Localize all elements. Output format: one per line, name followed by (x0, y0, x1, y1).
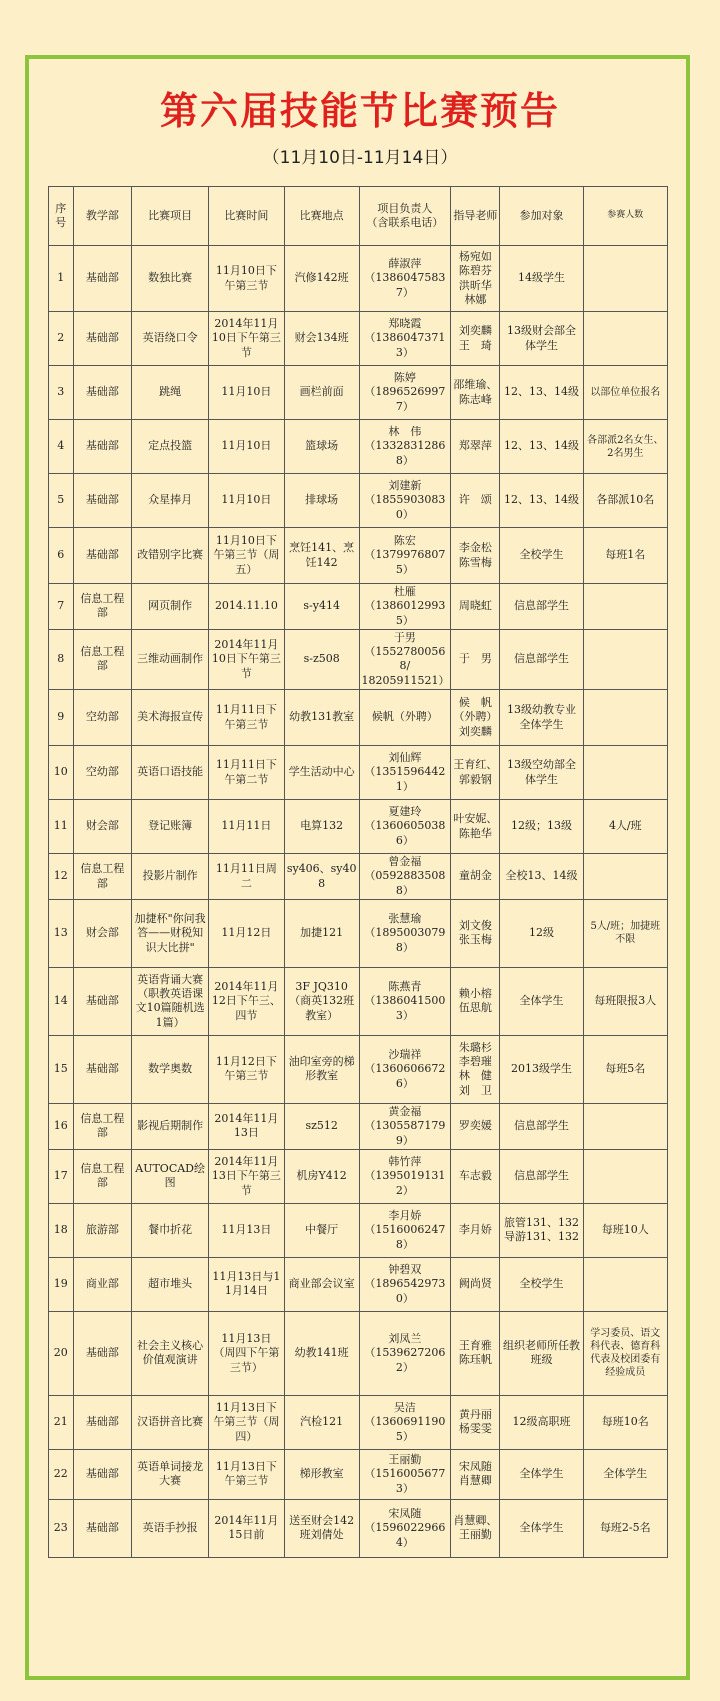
cell-time: 2014年11月13日 (209, 1103, 285, 1149)
cell-teacher: 肖慧卿、 王丽勤 (451, 1499, 500, 1557)
cell-teacher: 罗奕媛 (451, 1103, 500, 1149)
cell-place: 幼教141班 (284, 1311, 359, 1395)
header-item: 比赛项目 (132, 187, 209, 246)
cell-teacher: 刘奕麟 王 琦 (451, 312, 500, 366)
header-target: 参加对象 (500, 187, 583, 246)
cell-item: 社会主义核心价值观演讲 (132, 1311, 209, 1395)
cell-place: 烹饪141、烹饪142 (284, 528, 359, 584)
cell-item: 英语绕口令 (132, 312, 209, 366)
table-row (49, 629, 668, 689)
cell-count (583, 246, 667, 312)
cell-no: 3 (49, 366, 74, 420)
cell-dept: 基础部 (73, 1449, 132, 1499)
cell-teacher: 周晓虹 (451, 584, 500, 630)
cell-no: 7 (49, 584, 74, 630)
cell-dept: 空幼部 (73, 690, 132, 746)
cell-time: 11月10日下午第三节 (209, 246, 285, 312)
cell-no: 10 (49, 746, 74, 800)
cell-leader: 王丽勤 （15160056773） (359, 1449, 451, 1499)
cell-no: 20 (49, 1311, 74, 1395)
table-header-row (49, 187, 668, 246)
cell-target: 信息部学生 (500, 1103, 583, 1149)
cell-leader: 于男 （15527800568/ 18205911521） (359, 629, 451, 689)
cell-item: 登记账簿 (132, 800, 209, 854)
cell-item: 定点投篮 (132, 420, 209, 474)
header-dept: 教学部 (73, 187, 132, 246)
cell-leader: 夏建玲 （13606050386） (359, 800, 451, 854)
cell-leader: 李月娇 （15160062478） (359, 1203, 451, 1257)
cell-no: 4 (49, 420, 74, 474)
cell-time: 11月10日下午第三节（周五） (209, 528, 285, 584)
cell-teacher: 候 帆 （外聘） 刘奕麟 (451, 690, 500, 746)
cell-count: 各部派2名女生、2名男生 (583, 420, 667, 474)
cell-dept: 基础部 (73, 1395, 132, 1449)
cell-place: 排球场 (284, 474, 359, 528)
cell-dept: 基础部 (73, 474, 132, 528)
cell-target: 全体学生 (500, 1499, 583, 1557)
header-count: 参赛人数 (583, 187, 667, 246)
cell-item: 跳绳 (132, 366, 209, 420)
cell-target: 组织老师所任教班级 (500, 1311, 583, 1395)
cell-item: 加捷杯"你问我答——财税知识大比拼" (132, 899, 209, 967)
cell-time: 11月13日 (209, 1203, 285, 1257)
cell-place: 幼教131教室 (284, 690, 359, 746)
cell-target: 全校学生 (500, 1257, 583, 1311)
cell-item: 投影片制作 (132, 854, 209, 900)
cell-teacher: 李金松 陈雪梅 (451, 528, 500, 584)
cell-place: 3F JQ310（商英132班教室） (284, 967, 359, 1035)
cell-time: 2014年11月10日下午第三节 (209, 312, 285, 366)
cell-leader: 钟碧双 （18965429730） (359, 1257, 451, 1311)
cell-dept: 空幼部 (73, 746, 132, 800)
cell-dept: 信息工程部 (73, 629, 132, 689)
cell-target: 13级空幼部全体学生 (500, 746, 583, 800)
cell-teacher: 杨宛如 陈碧芬 洪昕华 林娜 (451, 246, 500, 312)
table-row (49, 312, 668, 366)
cell-leader: 刘仙辉 （13515964421） (359, 746, 451, 800)
header-leader: 项目负责人 （含联系电话） (359, 187, 451, 246)
cell-leader: 陈燕青 （13860415003） (359, 967, 451, 1035)
cell-place: 油印室旁的梯形教室 (284, 1035, 359, 1103)
cell-teacher: 李月娇 (451, 1203, 500, 1257)
cell-leader: 刘建新 （18559030830） (359, 474, 451, 528)
cell-dept: 旅游部 (73, 1203, 132, 1257)
cell-leader: 沙瑞祥 （13606066726） (359, 1035, 451, 1103)
cell-no: 12 (49, 854, 74, 900)
cell-leader: 黄金福 （13055871799） (359, 1103, 451, 1149)
cell-target: 全校13、14级 (500, 854, 583, 900)
cell-dept: 信息工程部 (73, 1103, 132, 1149)
header-teacher: 指导老师 (451, 187, 500, 246)
cell-target: 2013级学生 (500, 1035, 583, 1103)
cell-count (583, 1257, 667, 1311)
table-row (49, 584, 668, 630)
cell-leader: 陈宏 （13799768075） (359, 528, 451, 584)
cell-teacher: 许 颂 (451, 474, 500, 528)
table-row (49, 746, 668, 800)
cell-no: 18 (49, 1203, 74, 1257)
cell-dept: 基础部 (73, 1035, 132, 1103)
cell-leader: 刘凤兰 （15396272062） (359, 1311, 451, 1395)
cell-teacher: 黄丹丽 杨雯雯 (451, 1395, 500, 1449)
cell-time: 11月12日 (209, 899, 285, 967)
cell-no: 13 (49, 899, 74, 967)
cell-time: 11月10日 (209, 420, 285, 474)
cell-teacher: 赖小榕 伍思航 (451, 967, 500, 1035)
cell-target: 12级高职班 (500, 1395, 583, 1449)
cell-time: 11月13日（周四下午第三节） (209, 1311, 285, 1395)
cell-leader: 曾金福 （05928835088） (359, 854, 451, 900)
cell-leader: 林 伟 （13328312868） (359, 420, 451, 474)
cell-count: 学习委员、语文科代表、德育科代表及校团委有经验成员 (583, 1311, 667, 1395)
table-row (49, 1449, 668, 1499)
cell-place: 电算132 (284, 800, 359, 854)
schedule-table (48, 186, 668, 1558)
cell-target: 信息部学生 (500, 629, 583, 689)
table-row (49, 420, 668, 474)
cell-teacher: 叶安妮、 陈艳华 (451, 800, 500, 854)
cell-time: 11月11日下午第二节 (209, 746, 285, 800)
cell-target: 12级 (500, 899, 583, 967)
cell-time: 11月13日下午第三节（周四） (209, 1395, 285, 1449)
cell-target: 12、13、14级 (500, 474, 583, 528)
cell-target: 全体学生 (500, 967, 583, 1035)
cell-count: 每班10名 (583, 1395, 667, 1449)
cell-teacher: 王育红、 郭毅钢 (451, 746, 500, 800)
cell-dept: 信息工程部 (73, 584, 132, 630)
table-row (49, 1311, 668, 1395)
cell-target: 13级幼教专业全体学生 (500, 690, 583, 746)
cell-place: 财会134班 (284, 312, 359, 366)
cell-item: 英语背诵大赛（职教英语课文10篇随机选1篇） (132, 967, 209, 1035)
cell-dept: 基础部 (73, 1311, 132, 1395)
cell-item: 英语单词接龙大赛 (132, 1449, 209, 1499)
cell-place: sy406、sy408 (284, 854, 359, 900)
page-title: 第六届技能节比赛预告 (159, 88, 560, 133)
cell-place: 送至财会142班刘倩处 (284, 1499, 359, 1557)
cell-count: 每班2-5名 (583, 1499, 667, 1557)
cell-time: 2014年11月15日前 (209, 1499, 285, 1557)
cell-target: 全校学生 (500, 528, 583, 584)
cell-count: 5人/班；加捷班不限 (583, 899, 667, 967)
cell-no: 1 (49, 246, 74, 312)
table-row (49, 690, 668, 746)
cell-target: 14级学生 (500, 246, 583, 312)
cell-time: 2014.11.10 (209, 584, 285, 630)
cell-place: s-y414 (284, 584, 359, 630)
cell-dept: 基础部 (73, 366, 132, 420)
header-no: 序号 (49, 187, 74, 246)
cell-no: 21 (49, 1395, 74, 1449)
header-time: 比赛时间 (209, 187, 285, 246)
cell-dept: 基础部 (73, 246, 132, 312)
cell-item: 美术海报宣传 (132, 690, 209, 746)
cell-item: 三维动画制作 (132, 629, 209, 689)
cell-count (583, 629, 667, 689)
cell-count (583, 312, 667, 366)
cell-count (583, 584, 667, 630)
cell-leader: 宋凤随 （15960229664） (359, 1499, 451, 1557)
cell-target: 12级；13级 (500, 800, 583, 854)
cell-no: 5 (49, 474, 74, 528)
cell-item: 影视后期制作 (132, 1103, 209, 1149)
cell-item: 改错别字比赛 (132, 528, 209, 584)
cell-no: 17 (49, 1149, 74, 1203)
cell-teacher: 朱璐杉 李碧璀 林 健 刘 卫 (451, 1035, 500, 1103)
cell-teacher: 邵维瑜、 陈志峰 (451, 366, 500, 420)
cell-teacher: 王育雅 陈珏帆 (451, 1311, 500, 1395)
cell-time: 11月13日与11月14日 (209, 1257, 285, 1311)
cell-place: 加捷121 (284, 899, 359, 967)
cell-item: 数独比赛 (132, 246, 209, 312)
cell-leader: 张慧瑜 （18950030798） (359, 899, 451, 967)
cell-place: 汽检121 (284, 1395, 359, 1449)
table-row (49, 474, 668, 528)
cell-item: 超市堆头 (132, 1257, 209, 1311)
cell-place: s-z508 (284, 629, 359, 689)
cell-place: 中餐厅 (284, 1203, 359, 1257)
table-row (49, 1257, 668, 1311)
cell-count (583, 854, 667, 900)
cell-leader: 韩竹萍 （13950191312） (359, 1149, 451, 1203)
cell-leader: 杜雁 （13860129935） (359, 584, 451, 630)
cell-place: 篮球场 (284, 420, 359, 474)
cell-no: 23 (49, 1499, 74, 1557)
cell-place: 商业部会议室 (284, 1257, 359, 1311)
cell-count: 每班1名 (583, 528, 667, 584)
cell-teacher: 阙尚贤 (451, 1257, 500, 1311)
date-range-subtitle: （11月10日-11月14日） (262, 148, 458, 168)
cell-dept: 基础部 (73, 1499, 132, 1557)
cell-no: 6 (49, 528, 74, 584)
cell-time: 11月10日 (209, 474, 285, 528)
cell-leader: 候帆（外聘） (359, 690, 451, 746)
cell-time: 11月10日 (209, 366, 285, 420)
cell-teacher: 车志毅 (451, 1149, 500, 1203)
header-place: 比赛地点 (284, 187, 359, 246)
cell-target: 全体学生 (500, 1449, 583, 1499)
cell-dept: 基础部 (73, 312, 132, 366)
cell-leader: 陈婷 （18965269977） (359, 366, 451, 420)
cell-place: sz512 (284, 1103, 359, 1149)
cell-item: 众星捧月 (132, 474, 209, 528)
cell-count (583, 1103, 667, 1149)
cell-dept: 基础部 (73, 528, 132, 584)
table-row (49, 366, 668, 420)
cell-count (583, 746, 667, 800)
cell-no: 15 (49, 1035, 74, 1103)
cell-teacher: 于 男 (451, 629, 500, 689)
cell-dept: 财会部 (73, 800, 132, 854)
cell-count: 每班5名 (583, 1035, 667, 1103)
cell-time: 11月12日下午第三节 (209, 1035, 285, 1103)
cell-place: 机房Y412 (284, 1149, 359, 1203)
cell-item: 数学奥数 (132, 1035, 209, 1103)
cell-no: 8 (49, 629, 74, 689)
cell-teacher: 郑翠萍 (451, 420, 500, 474)
cell-target: 信息部学生 (500, 1149, 583, 1203)
table-row (49, 528, 668, 584)
cell-item: 英语手抄报 (132, 1499, 209, 1557)
cell-item: AUTOCAD绘图 (132, 1149, 209, 1203)
cell-count: 全体学生 (583, 1449, 667, 1499)
cell-no: 9 (49, 690, 74, 746)
cell-teacher: 童胡金 (451, 854, 500, 900)
cell-count (583, 690, 667, 746)
cell-target: 旅管131、132 导游131、132 (500, 1203, 583, 1257)
table-row (49, 246, 668, 312)
cell-target: 12、13、14级 (500, 366, 583, 420)
cell-time: 11月13日下午第三节 (209, 1449, 285, 1499)
cell-dept: 基础部 (73, 967, 132, 1035)
cell-place: 汽修142班 (284, 246, 359, 312)
cell-time: 11月11日周二 (209, 854, 285, 900)
cell-item: 英语口语技能 (132, 746, 209, 800)
cell-no: 14 (49, 967, 74, 1035)
cell-no: 11 (49, 800, 74, 854)
cell-no: 19 (49, 1257, 74, 1311)
table-row (49, 1149, 668, 1203)
cell-count: 4人/班 (583, 800, 667, 854)
table-row (49, 1103, 668, 1149)
cell-count: 各部派10名 (583, 474, 667, 528)
table-row (49, 800, 668, 854)
cell-count: 每班10人 (583, 1203, 667, 1257)
cell-dept: 财会部 (73, 899, 132, 967)
table-row (49, 1035, 668, 1103)
cell-teacher: 宋凤随 肖慧卿 (451, 1449, 500, 1499)
cell-dept: 基础部 (73, 420, 132, 474)
table-body (49, 246, 668, 1558)
cell-count: 以部位单位报名 (583, 366, 667, 420)
cell-dept: 信息工程部 (73, 1149, 132, 1203)
cell-place: 梯形教室 (284, 1449, 359, 1499)
cell-dept: 信息工程部 (73, 854, 132, 900)
cell-no: 22 (49, 1449, 74, 1499)
cell-item: 汉语拼音比赛 (132, 1395, 209, 1449)
cell-item: 网页制作 (132, 584, 209, 630)
table-row (49, 967, 668, 1035)
table-row (49, 854, 668, 900)
cell-target: 12、13、14级 (500, 420, 583, 474)
table-row (49, 1499, 668, 1557)
cell-target: 信息部学生 (500, 584, 583, 630)
cell-no: 2 (49, 312, 74, 366)
cell-place: 学生活动中心 (284, 746, 359, 800)
cell-time: 2014年11月13日下午第三节 (209, 1149, 285, 1203)
table-row (49, 899, 668, 967)
cell-time: 11月11日下午第三节 (209, 690, 285, 746)
cell-leader: 吴洁 （13606911905） (359, 1395, 451, 1449)
cell-time: 2014年11月10日下午第三节 (209, 629, 285, 689)
cell-place: 画栏前面 (284, 366, 359, 420)
cell-teacher: 刘文俊 张玉梅 (451, 899, 500, 967)
cell-count: 每班限报3人 (583, 967, 667, 1035)
cell-leader: 薛淑萍 （13860475837） (359, 246, 451, 312)
cell-time: 11月11日 (209, 800, 285, 854)
cell-target: 13级财会部全体学生 (500, 312, 583, 366)
cell-leader: 郑晓霞 （13860473713） (359, 312, 451, 366)
table-row (49, 1395, 668, 1449)
cell-no: 16 (49, 1103, 74, 1149)
cell-item: 餐巾折花 (132, 1203, 209, 1257)
cell-dept: 商业部 (73, 1257, 132, 1311)
cell-time: 2014年11月12日下午三、四节 (209, 967, 285, 1035)
table-row (49, 1203, 668, 1257)
cell-count (583, 1149, 667, 1203)
